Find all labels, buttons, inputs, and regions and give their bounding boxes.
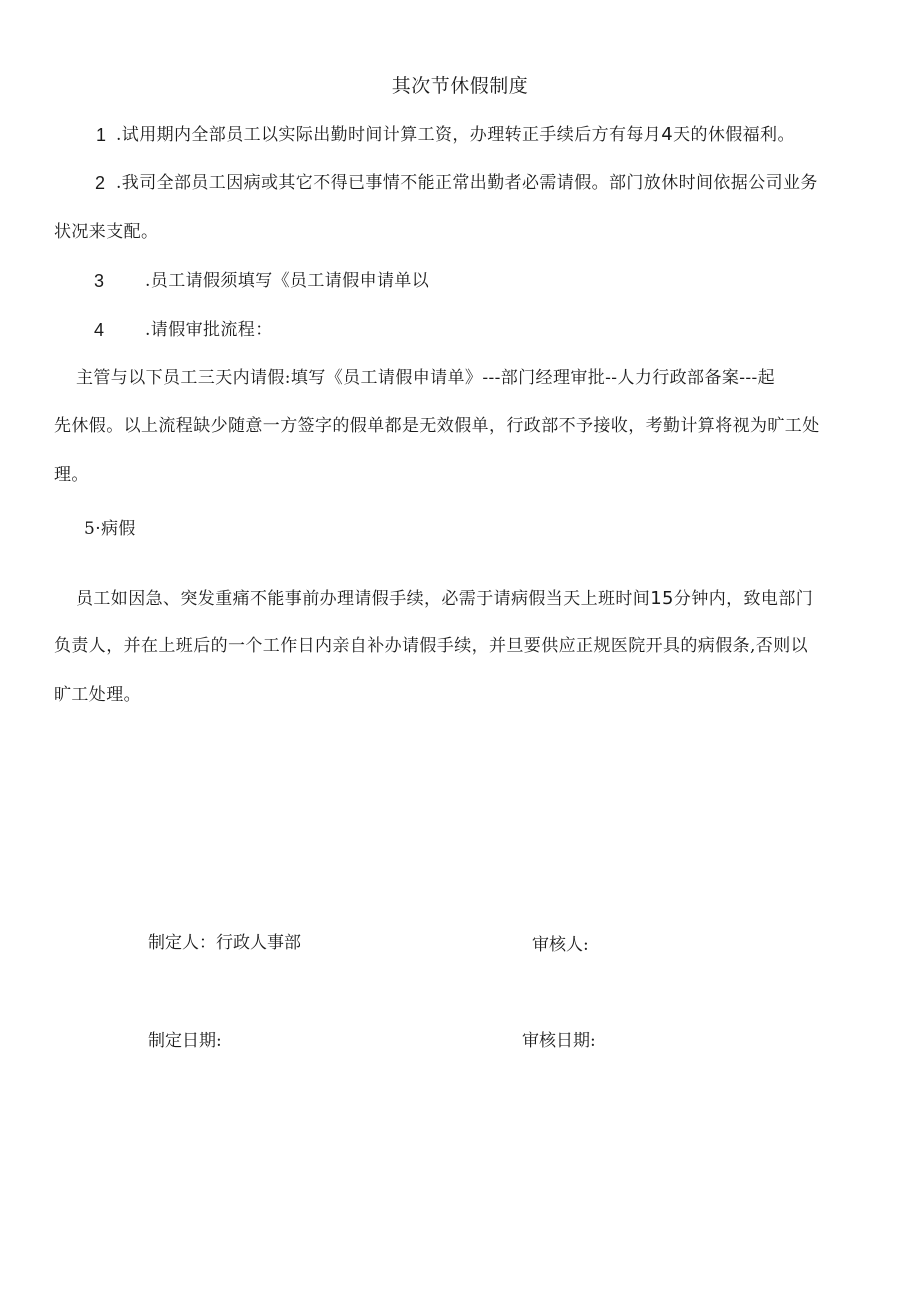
sick-leave-paragraph-line3: 旷工处理。 [54, 685, 141, 705]
approval-paragraph-line1: 主管与以下员工三天内请假:填写《员工请假申请单》---部门经理审批--人力行政部备案---起 [76, 368, 776, 388]
reviewer-label: 审核人: [532, 935, 589, 955]
item-1-text [116, 126, 795, 144]
item-2-number: 2 [95, 173, 106, 193]
item-2-text-line1: .我司全部员工因病或其它不得已事情不能正常出勤者必需请假。部门放休时间依据公司业务 [116, 173, 818, 193]
author-date-label: 制定日期: [148, 1031, 222, 1051]
item-3-text: .员工请假须填写《员工请假申请单以 [145, 271, 430, 291]
author-label: 制定人：行政人事部 [148, 933, 301, 953]
item-1-number: 1 [96, 125, 107, 145]
approval-paragraph-line2: 先休假。以上流程缺少随意一方签字的假单都是无效假单，行政部不予接收，考勤计算将视为旷工处 [54, 416, 820, 436]
page-title: 其次节休假制度 [391, 75, 529, 97]
reviewer-date-label: 审核日期: [522, 1031, 596, 1051]
sick-leave-line1-a: 员工如因急、突发重痛不能事前办理请假手续，必需于请病假当天上班时间 [76, 589, 651, 609]
item-2-text-line2: 状况来支配。 [54, 222, 159, 242]
sick-leave-paragraph-line2: 负责人，并在上班后的一个工作日内亲自补办请假手续，并旦要供应正规医院开具的病假条,否则以 [54, 636, 809, 656]
item-4-number: 4 [94, 320, 105, 340]
sick-leave-line1-b: 分钟内，致电部门 [673, 589, 814, 609]
sick-leave-minutes: 15 [650, 588, 674, 609]
approval-paragraph-line3: 理。 [54, 465, 89, 485]
item-4-text: .请假审批流程： [145, 320, 273, 340]
sick-leave-heading: 5·病假 [84, 519, 136, 539]
item-1-text-main: .试用期内全部员工以实际出勤时间计算工资，办理转正手续后方有每月 [116, 125, 662, 145]
sick-leave-paragraph-line1 [76, 590, 813, 608]
item-1-text-tail: 天的休假福利。 [673, 125, 795, 145]
item-1-days: 4 [661, 124, 674, 145]
item-3-number: 3 [94, 271, 105, 291]
